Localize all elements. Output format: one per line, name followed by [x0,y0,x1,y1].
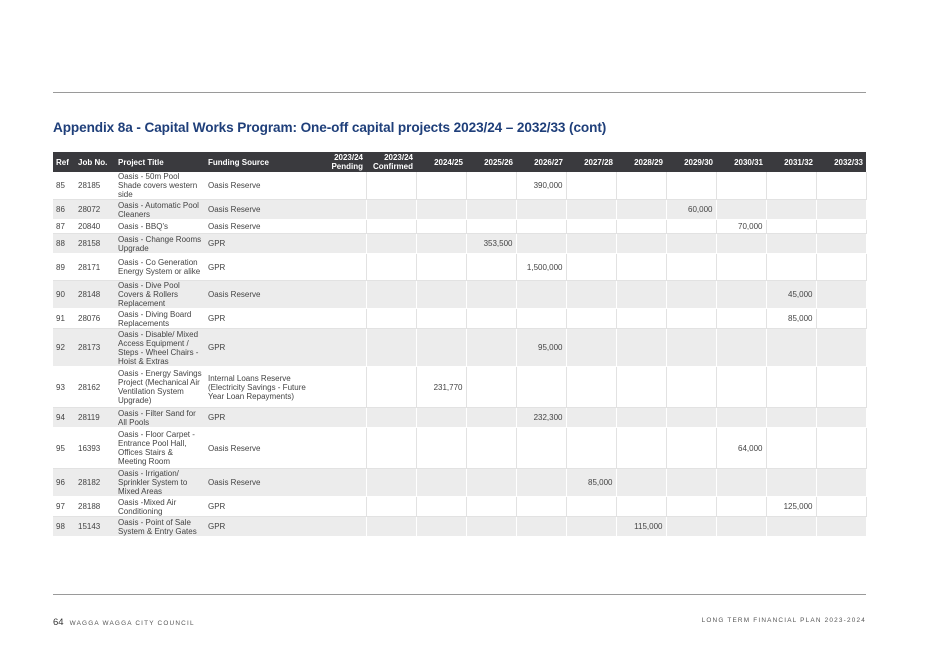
row-amount-cell [316,329,366,367]
row-amount-cell [416,172,466,200]
row-ref: 86 [53,200,75,220]
row-amount-cell [616,234,666,254]
row-amount-cell [616,220,666,234]
col-project-header: Project Title [115,152,205,172]
row-funding-source: GPR [205,254,316,281]
row-amount-cell [816,469,866,497]
row-amount-cell [616,329,666,367]
row-amount-cell [666,172,716,200]
row-amount-cell [466,200,516,220]
row-amount-cell [316,234,366,254]
table-row [53,408,866,428]
table-row [53,220,866,234]
col-pending-year: 2023/24 [334,153,363,162]
row-amount-cell [566,517,616,537]
row-amount-cell [566,200,616,220]
row-amount-cell [366,220,416,234]
row-amount-cell [716,254,766,281]
table-row [53,309,866,329]
row-amount-cell [416,408,466,428]
row-funding-source: Oasis Reserve [205,200,316,220]
col-year-header: 2025/26 [466,152,516,172]
row-amount-cell [316,517,366,537]
row-amount-cell [766,367,816,408]
row-amount-cell [816,220,866,234]
row-amount-cell [666,329,716,367]
row-ref: 96 [53,469,75,497]
row-amount-cell [316,428,366,469]
col-year-header: 2030/31 [716,152,766,172]
row-amount-cell [616,172,666,200]
row-amount-cell [316,172,366,200]
row-amount-cell [666,367,716,408]
row-project-title: Oasis - 50m Pool Shade covers western side [115,172,205,200]
row-project-title: Oasis - Disable/ Mixed Access Equipment / Steps - Wheel Chairs - Hoist & Extras [115,329,205,367]
row-amount-cell [566,172,616,200]
table-row [53,254,866,281]
row-amount-cell [716,200,766,220]
row-amount-cell [316,367,366,408]
row-job-number: 28072 [75,200,115,220]
row-amount-cell [566,220,616,234]
row-amount-cell: 85,000 [566,469,616,497]
col-job-header: Job No. [75,152,115,172]
row-amount-cell [666,469,716,497]
col-funding-header: Funding Source [205,152,316,172]
row-amount-cell [766,172,816,200]
row-amount-cell [616,281,666,309]
row-amount-cell [716,329,766,367]
row-funding-source: Oasis Reserve [205,281,316,309]
row-amount-cell [416,329,466,367]
row-job-number: 15143 [75,517,115,537]
row-amount-cell [416,254,466,281]
row-amount-cell [466,428,516,469]
row-amount-cell [466,408,516,428]
row-amount-cell [616,408,666,428]
row-amount-cell: 64,000 [716,428,766,469]
row-amount-cell [616,200,666,220]
row-amount-cell [416,220,466,234]
row-amount-cell [316,497,366,517]
row-amount-cell [366,469,416,497]
row-amount-cell [666,220,716,234]
row-amount-cell [466,220,516,234]
row-job-number: 28158 [75,234,115,254]
row-amount-cell [316,469,366,497]
row-amount-cell [316,200,366,220]
row-amount-cell [666,517,716,537]
row-amount-cell [616,469,666,497]
capital-works-table [53,152,867,537]
row-amount-cell [666,234,716,254]
row-funding-source: GPR [205,497,316,517]
row-amount-cell [516,428,566,469]
row-amount-cell [466,254,516,281]
row-amount-cell [416,281,466,309]
row-amount-cell [816,234,866,254]
row-amount-cell [516,309,566,329]
row-amount-cell [616,367,666,408]
row-amount-cell [466,367,516,408]
row-job-number: 28162 [75,367,115,408]
row-amount-cell [816,497,866,517]
row-job-number: 28076 [75,309,115,329]
row-amount-cell [766,517,816,537]
row-funding-source: Oasis Reserve [205,172,316,200]
row-job-number: 28188 [75,497,115,517]
row-funding-source: GPR [205,408,316,428]
row-amount-cell [616,428,666,469]
row-amount-cell [716,281,766,309]
row-amount-cell: 45,000 [766,281,816,309]
bottom-rule [53,594,866,595]
row-amount-cell [516,517,566,537]
row-amount-cell [816,517,866,537]
col-ref-header: Ref [53,152,75,172]
row-amount-cell [416,200,466,220]
row-amount-cell [366,517,416,537]
footer-left [53,617,195,628]
row-amount-cell [416,234,466,254]
row-job-number: 28148 [75,281,115,309]
row-ref: 85 [53,172,75,200]
row-amount-cell [766,408,816,428]
row-amount-cell [716,497,766,517]
row-amount-cell [466,309,516,329]
row-amount-cell [366,200,416,220]
row-amount-cell [366,367,416,408]
table-row [53,428,866,469]
row-amount-cell [416,428,466,469]
row-ref: 87 [53,220,75,234]
row-funding-source: GPR [205,234,316,254]
row-ref: 95 [53,428,75,469]
row-amount-cell [466,329,516,367]
col-pending-label: Pending [331,162,363,171]
council-name: WAGGA WAGGA CITY COUNCIL [69,620,195,627]
col-year-header: 2029/30 [666,152,716,172]
row-amount-cell [766,200,816,220]
row-amount-cell [566,309,616,329]
row-ref: 92 [53,329,75,367]
row-funding-source: Oasis Reserve [205,220,316,234]
row-amount-cell [816,428,866,469]
row-amount-cell [816,281,866,309]
row-project-title: Oasis - Diving Board Replacements [115,309,205,329]
col-year-header: 2027/28 [566,152,616,172]
row-amount-cell: 231,770 [416,367,466,408]
col-year-header: 2032/33 [816,152,866,172]
row-amount-cell [516,367,566,408]
row-ref: 97 [53,497,75,517]
row-amount-cell [666,281,716,309]
row-amount-cell [516,200,566,220]
row-job-number: 28171 [75,254,115,281]
row-amount-cell [816,200,866,220]
row-amount-cell [766,254,816,281]
row-amount-cell [816,367,866,408]
table-row [53,517,866,537]
row-amount-cell [566,367,616,408]
row-amount-cell [716,517,766,537]
col-confirmed-label: Confirmed [373,162,413,171]
row-amount-cell: 85,000 [766,309,816,329]
row-amount-cell [716,234,766,254]
table-row [53,234,866,254]
row-amount-cell [666,408,716,428]
row-amount-cell [316,309,366,329]
row-amount-cell: 70,000 [716,220,766,234]
col-pending-header [316,152,366,172]
row-amount-cell: 95,000 [516,329,566,367]
row-amount-cell [816,329,866,367]
row-amount-cell [316,220,366,234]
row-amount-cell [666,254,716,281]
row-ref: 98 [53,517,75,537]
row-amount-cell [566,497,616,517]
row-amount-cell [716,172,766,200]
row-job-number: 28182 [75,469,115,497]
row-job-number: 20840 [75,220,115,234]
row-ref: 94 [53,408,75,428]
row-amount-cell [566,234,616,254]
row-amount-cell [766,329,816,367]
row-ref: 88 [53,234,75,254]
table-row [53,469,866,497]
row-amount-cell [716,367,766,408]
row-funding-source: Oasis Reserve [205,469,316,497]
row-amount-cell [466,517,516,537]
row-amount-cell [716,309,766,329]
row-amount-cell [666,497,716,517]
row-amount-cell [566,329,616,367]
row-amount-cell [366,428,416,469]
col-year-header: 2026/27 [516,152,566,172]
row-project-title: Oasis - Floor Carpet - Entrance Pool Hall, Offices Stairs & Meeting Room [115,428,205,469]
row-amount-cell [366,234,416,254]
row-amount-cell [816,254,866,281]
row-amount-cell [816,309,866,329]
row-amount-cell [366,281,416,309]
row-amount-cell [516,281,566,309]
row-amount-cell [566,254,616,281]
row-amount-cell [316,281,366,309]
table-row [53,497,866,517]
row-amount-cell [666,309,716,329]
col-confirmed-year: 2023/24 [384,153,413,162]
row-amount-cell [366,497,416,517]
row-amount-cell [766,220,816,234]
row-funding-source: GPR [205,329,316,367]
footer-right: LONG TERM FINANCIAL PLAN 2023-2024 [701,617,866,624]
table-row [53,281,866,309]
row-job-number: 28119 [75,408,115,428]
row-amount-cell [366,309,416,329]
col-year-header: 2024/25 [416,152,466,172]
row-amount-cell [816,172,866,200]
row-project-title: Oasis - Change Rooms Upgrade [115,234,205,254]
row-funding-source: Internal Loans Reserve (Electricity Savings - Future Year Loan Repayments) [205,367,316,408]
row-ref: 89 [53,254,75,281]
row-ref: 91 [53,309,75,329]
page-number: 64 [53,617,64,628]
row-amount-cell: 353,500 [466,234,516,254]
row-funding-source: GPR [205,517,316,537]
row-project-title: Oasis -Mixed Air Conditioning [115,497,205,517]
row-amount-cell [516,497,566,517]
row-amount-cell [766,469,816,497]
col-confirmed-header [366,152,416,172]
col-year-header: 2028/29 [616,152,666,172]
row-amount-cell: 232,300 [516,408,566,428]
row-ref: 90 [53,281,75,309]
row-amount-cell [416,309,466,329]
row-amount-cell [416,497,466,517]
row-amount-cell [616,309,666,329]
row-project-title: Oasis - Dive Pool Covers & Rollers Replacement [115,281,205,309]
row-amount-cell [716,469,766,497]
table-header-row [53,152,866,172]
row-ref: 93 [53,367,75,408]
row-amount-cell [516,234,566,254]
row-project-title: Oasis - Co Generation Energy System or alike [115,254,205,281]
table-row [53,200,866,220]
col-year-header: 2031/32 [766,152,816,172]
row-amount-cell [566,428,616,469]
row-job-number: 16393 [75,428,115,469]
row-amount-cell [616,497,666,517]
table-row [53,329,866,367]
table-body [53,172,866,537]
row-amount-cell [516,220,566,234]
row-funding-source: Oasis Reserve [205,428,316,469]
row-project-title: Oasis - Irrigation/ Sprinkler System to Mixed Areas [115,469,205,497]
row-amount-cell [466,281,516,309]
row-project-title: Oasis - Filter Sand for All Pools [115,408,205,428]
row-amount-cell: 115,000 [616,517,666,537]
row-amount-cell [366,329,416,367]
table-row [53,172,866,200]
row-amount-cell [416,517,466,537]
row-amount-cell [366,408,416,428]
row-amount-cell: 390,000 [516,172,566,200]
row-project-title: Oasis - Energy Savings Project (Mechanical Air Ventilation System Upgrade) [115,367,205,408]
row-amount-cell [466,469,516,497]
row-amount-cell: 1,500,000 [516,254,566,281]
row-amount-cell [466,497,516,517]
row-amount-cell [516,469,566,497]
row-amount-cell [566,408,616,428]
row-amount-cell: 125,000 [766,497,816,517]
page-title: Appendix 8a - Capital Works Program: One-off capital projects 2023/24 – 2032/33 (cont) [53,120,607,135]
row-amount-cell [316,254,366,281]
row-project-title: Oasis - Point of Sale System & Entry Gates [115,517,205,537]
row-job-number: 28173 [75,329,115,367]
row-project-title: Oasis - Automatic Pool Cleaners [115,200,205,220]
row-amount-cell [566,281,616,309]
row-amount-cell [466,172,516,200]
row-job-number: 28185 [75,172,115,200]
row-amount-cell [766,234,816,254]
row-funding-source: GPR [205,309,316,329]
row-amount-cell [766,428,816,469]
row-amount-cell [716,408,766,428]
row-amount-cell [366,254,416,281]
row-amount-cell [316,408,366,428]
row-amount-cell [416,469,466,497]
row-amount-cell [616,254,666,281]
top-rule [53,92,866,93]
row-amount-cell [816,408,866,428]
row-amount-cell [366,172,416,200]
table-row [53,367,866,408]
row-project-title: Oasis - BBQ's [115,220,205,234]
row-amount-cell: 60,000 [666,200,716,220]
row-amount-cell [666,428,716,469]
